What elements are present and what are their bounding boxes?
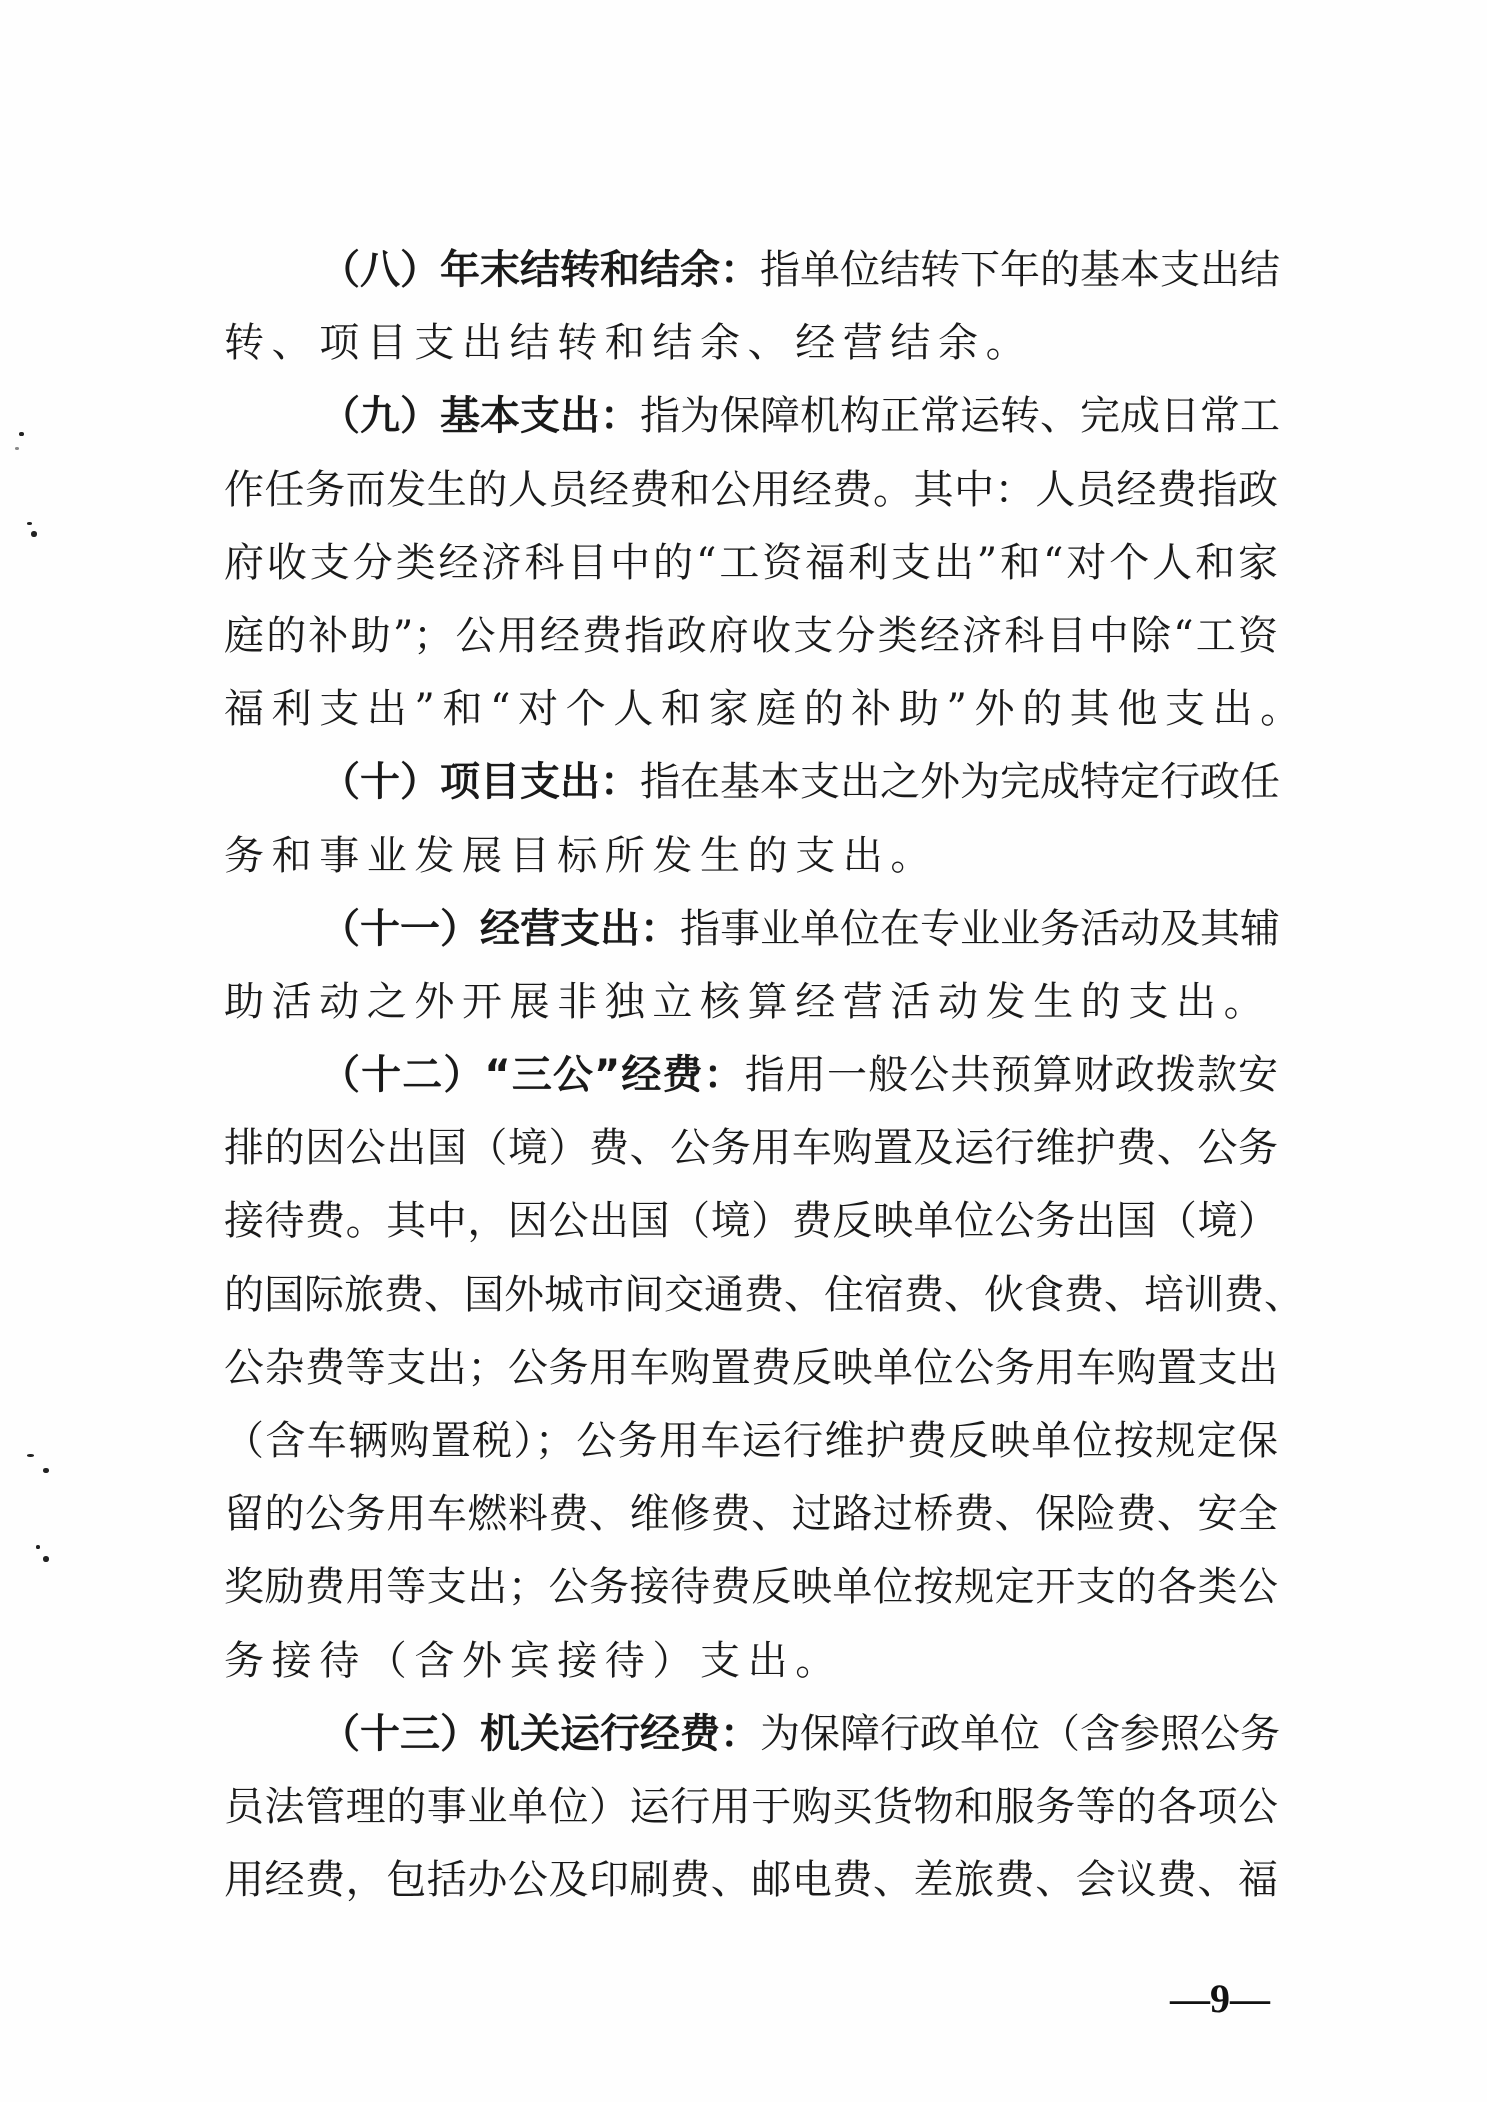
term-label: （十二）“三公”经费： — [320, 1052, 745, 1099]
text-line: 指为保障机构正常运转、完成日常工 — [640, 393, 1280, 440]
text-line: 公杂费等支出；公务用车购置费反映单位公务用车购置支出 — [224, 1344, 1278, 1391]
scan-speck — [27, 522, 32, 525]
paragraph-basic-expenditure — [224, 380, 1308, 746]
text-line: 用经费，包括办公及印刷费、邮电费、差旅费、会议费、福 — [224, 1857, 1278, 1904]
paragraph-project-expenditure — [224, 746, 1278, 892]
text-line: 务接待（含外宾接待）支出。 — [224, 1637, 843, 1684]
text-line: 接待费。其中，因公出国（境）费反映单位公务出国（境） — [224, 1198, 1278, 1245]
scan-speck — [19, 432, 24, 436]
text-line: 作任务而发生的人员经费和公用经费。其中：人员经费指政 — [224, 466, 1278, 513]
text-line: 的国际旅费、国外城市间交通费、住宿费、伙食费、培训费、 — [224, 1271, 1304, 1318]
text-line: 指在基本支出之外为完成特定行政任 — [640, 759, 1280, 806]
page-number: —9— — [1170, 1976, 1270, 2021]
text-line: 助活动之外开展非独立核算经营活动发生的支出。 — [224, 978, 1272, 1025]
paragraph-agency-operating-expenses — [224, 1698, 1278, 1918]
text-line: （含车辆购置税）；公务用车运行维护费反映单位按规定保 — [224, 1418, 1278, 1464]
scan-speck — [43, 1556, 49, 1562]
text-line: 留的公务用车燃料费、维修费、过路过桥费、保险费、安全 — [224, 1491, 1278, 1538]
scan-speck — [43, 1468, 49, 1473]
text-line: 排的因公出国（境）费、公务用车购置及运行维护费、公务 — [224, 1125, 1278, 1172]
term-label: （十三）机关运行经费： — [320, 1710, 760, 1757]
term-label: （十一）经营支出： — [320, 905, 680, 952]
paragraph-three-public-expenses — [224, 1039, 1304, 1698]
text-line: 指单位结转下年的基本支出结 — [760, 247, 1280, 293]
paragraph-year-end-carryover — [224, 234, 1278, 380]
text-line: 为保障行政单位（含参照公务 — [760, 1710, 1280, 1757]
text-line: 员法管理的事业单位）运行用于购买货物和服务等的各项公 — [224, 1783, 1278, 1830]
scan-speck — [27, 1454, 34, 1457]
text-line: 指事业单位在专业业务活动及其辅 — [680, 905, 1280, 952]
text-line: 福利支出”和“对个人和家庭的补助”外的其他支出。 — [224, 686, 1308, 733]
scan-speck — [15, 447, 19, 450]
text-line: 庭的补助”；公用经费指政府收支分类经济科目中除“工资 — [224, 612, 1278, 659]
text-line: 府收支分类经济科目中的“工资福利支出”和“对个人和家 — [224, 539, 1278, 586]
scan-speck — [36, 1545, 40, 1549]
text-line: 转、项目支出结转和结余、经营结余。 — [224, 320, 1034, 367]
term-label: （八）年末结转和结余： — [320, 247, 760, 293]
term-label: （九）基本支出： — [320, 393, 640, 440]
text-line: 奖励费用等支出；公务接待费反映单位按规定开支的各类公 — [224, 1564, 1278, 1611]
paragraph-operating-expenditure — [224, 893, 1278, 1039]
text-line: 指用一般公共预算财政拨款安 — [744, 1052, 1279, 1099]
text-line: 务和事业发展目标所发生的支出。 — [224, 832, 938, 879]
term-label: （十）项目支出： — [320, 759, 640, 806]
document-body — [224, 234, 1308, 1917]
scan-speck — [31, 531, 37, 537]
